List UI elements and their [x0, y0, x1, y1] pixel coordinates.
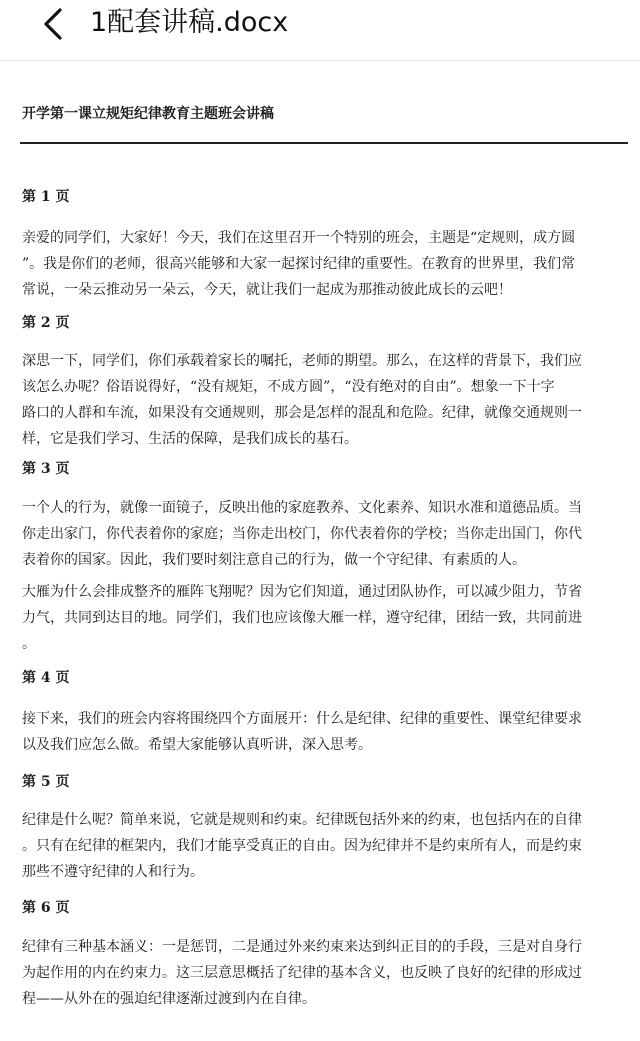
- text-line: 。只有在纪律的框架内，我们才能享受真正的自由。因为纪律并不是约束所有人，而是约束: [22, 838, 582, 854]
- text-line: 路口的人群和车流，如果没有交通规则，那会是怎样的混乱和危险。纪律，就像交通规则一: [22, 405, 582, 421]
- back-button[interactable]: [34, 4, 74, 44]
- text-line: 常说，一朵云推动另一朵云，今天，就让我们一起成为那推动彼此成长的云吧！: [22, 282, 512, 298]
- chevron-left-icon: [34, 4, 74, 44]
- text-line: 力气，共同到达目的地。同学们，我们也应该像大雁一样，遵守纪律，团结一致，共同前进: [22, 610, 582, 626]
- text-line: 一个人的行为，就像一面镜子，反映出他的家庭教养、文化素养、知识水准和道德品质。当: [22, 500, 582, 516]
- text-line: 你走出家门，你代表着你的家庭；当你走出校门，你代表着你的学校；当你走出国门，你代: [22, 526, 582, 542]
- text-line: 深思一下，同学们，你们承载着家长的嘱托，老师的期望。那么，在这样的背景下，我们应: [22, 353, 582, 369]
- document-title: 开学第一课立规矩纪律教育主题班会讲稿: [22, 106, 274, 122]
- paragraph: [22, 706, 622, 758]
- text-line: 该怎么办呢？俗语说得好，“没有规矩，不成方圆”，“没有绝对的自由”。想象一下十字: [22, 379, 555, 395]
- text-line: 样，它是我们学习、生活的保障，是我们成长的基石。: [22, 431, 358, 447]
- text-line: 程——从外在的强迫纪律逐渐过渡到内在自律。: [22, 991, 316, 1007]
- text-line: 接下来，我们的班会内容将围绕四个方面展开：什么是纪律、纪律的重要性、课堂纪律要求: [22, 711, 582, 727]
- document-viewer[interactable]: [0, 60, 640, 1041]
- paragraph: [22, 348, 622, 452]
- text-line: 以及我们应怎么做。希望大家能够认真听讲，深入思考。: [22, 737, 372, 753]
- text-line: 那些不遵守纪律的人和行为。: [22, 864, 204, 880]
- text-line: 纪律有三种基本涵义：一是惩罚，二是通过外来约束来达到纠正目的的手段，三是对自身行: [22, 939, 582, 955]
- text-line: 为起作用的内在约束力。这三层意思概括了纪律的基本含义，也反映了良好的纪律的形成过: [22, 965, 582, 981]
- paragraph: [22, 934, 622, 1012]
- text-line: 。: [22, 636, 36, 652]
- page-heading: 第 6 页: [22, 900, 70, 916]
- document-file-name: 1配套讲稿.docx: [90, 7, 289, 38]
- text-line: 大雁为什么会排成整齐的雁阵飞翔呢？因为它们知道，通过团队协作，可以减少阻力，节省: [22, 584, 582, 600]
- page-heading: 第 1 页: [22, 189, 70, 205]
- text-line: ”。我是你们的老师，很高兴能够和大家一起探讨纪律的重要性。在教育的世界里，我们常: [22, 256, 576, 272]
- text-line: 亲爱的同学们，大家好！今天，我们在这里召开一个特别的班会，主题是“定规则，成方圆: [22, 230, 576, 246]
- text-line: 纪律是什么呢？简单来说，它就是规则和约束。纪律既包括外来的约束，也包括内在的自律: [22, 812, 582, 828]
- paragraph: [22, 807, 622, 885]
- page-heading: 第 2 页: [22, 315, 70, 331]
- page-heading: 第 3 页: [22, 461, 70, 477]
- page-heading: 第 5 页: [22, 774, 70, 790]
- text-line: 表着你的国家。因此，我们要时刻注意自己的行为，做一个守纪律、有素质的人。: [22, 552, 526, 568]
- top-bar: [0, 0, 640, 61]
- title-divider: [20, 142, 628, 144]
- paragraph: [22, 579, 622, 657]
- paragraph: [22, 225, 622, 303]
- paragraph: [22, 495, 622, 573]
- page-heading: 第 4 页: [22, 670, 70, 686]
